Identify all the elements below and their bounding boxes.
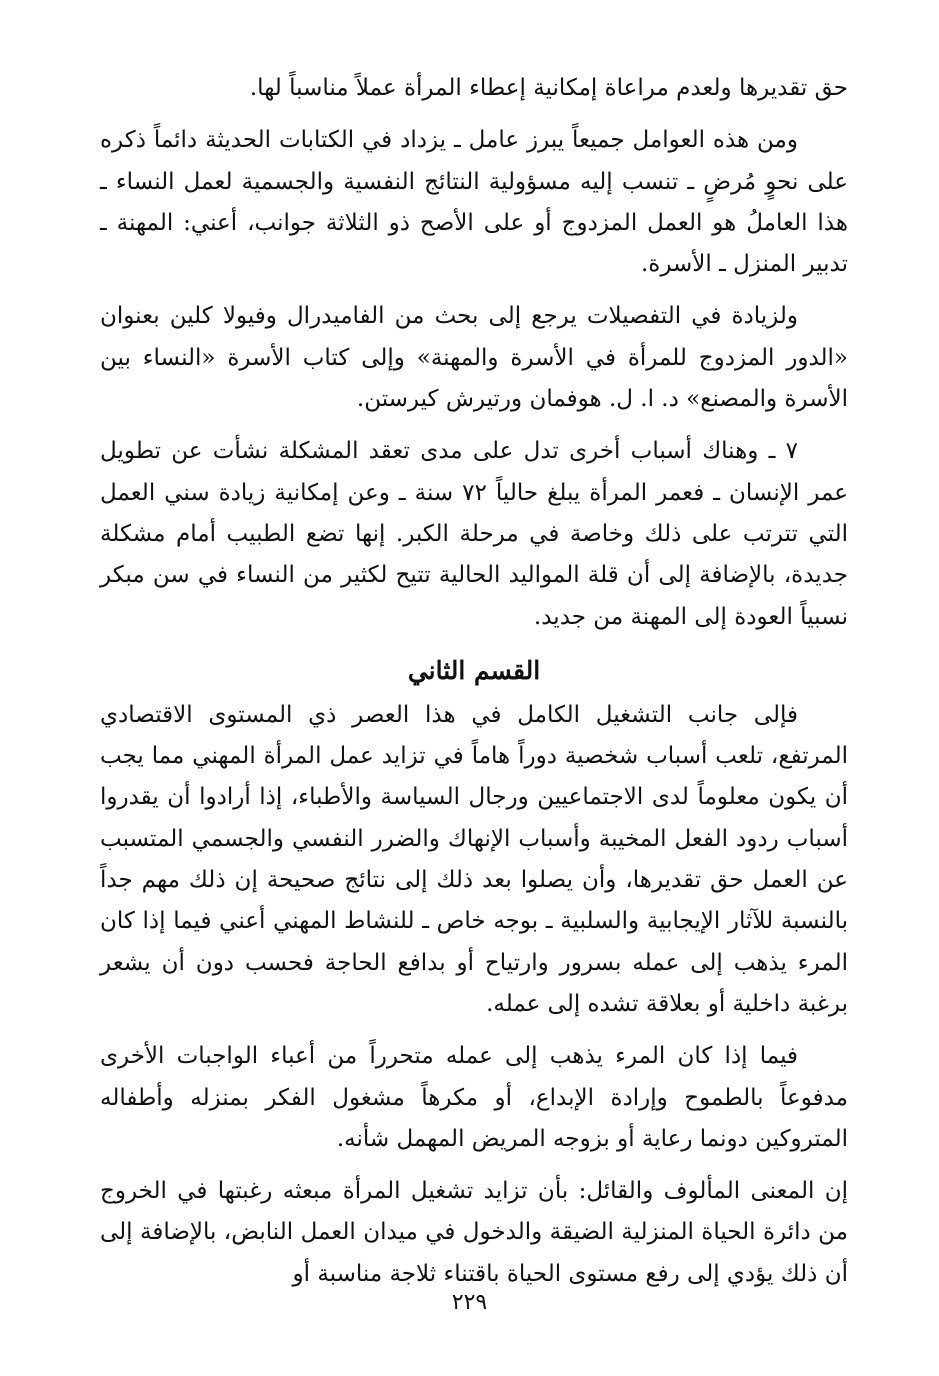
paragraph-3: ولزيادة في التفصيلات يرجع إلى بحث من الفاميدرال وفيولا كلين بعنوان «الدور المزدوج للمرأة في الأسرة والمهنة» وإلى كتاب الأسرة «النساء بين الأسرة والمصنع» د. ا. ل. هوفمان ورتيرش كيرستن. <box>100 303 848 413</box>
paragraph-1: حق تقديرها ولعدم مراعاة إمكانية إعطاء المرأة عملاً مناسباً لها. <box>249 75 848 101</box>
section-paragraph-2: فيما إذا كان المرء يذهب إلى عمله متحرراً من أعباء الواجبات الأخرى مدفوعاً بالطموح وإرادة الإبداع، أو مكرهاً مشغول الفكر بمنزله وأطفاله المتروكين دونما رعاية أو بزوجه المريض المهمل شأنه. <box>100 1043 848 1152</box>
section-heading: القسم الثاني <box>407 655 541 685</box>
page-body <box>100 68 848 1306</box>
paragraph-2: ومن هذه العوامل جميعاً يبرز عامل ـ يزداد في الكتابات الحديثة دائماً ذكره على نحوٍ مُرضٍ ـ تنسب إليه مسؤولية النتائج النفسية والجسمية لعمل النساء ـ هذا العاملُ هو العمل المزدوج أو على الأصح ذو الثلاثة جوانب، أعني: المهنة ـ تدبير المنزل ـ الأسرة. <box>100 127 848 278</box>
section-paragraph-3: إن المعنى المألوف والقائل: بأن تزايد تشغيل المرأة مبعثه رغبتها في الخروج من دائرة الحياة المنزلية الضيقة والدخول في ميدان العمل النابض، بالإضافة إلى أن ذلك يؤدي إلى رفع مستوى الحياة باقتناء ثلاجة مناسبة أو <box>100 1178 848 1287</box>
paragraph-4: ٧ ـ وهناك أسباب أخرى تدل على مدى تعقد المشكلة نشأت عن تطويل عمر الإنسان ـ فعمر المرأة يبلغ حالياً ٧٢ سنة ـ وعن إمكانية زيادة سني العمل التي تترتب على ذلك وخاصة في مرحلة الكبر. إنها تضع الطبيب أمام مشكلة جديدة، بالإضافة إلى أن قلة المواليد الحالية تتيح لكثير من النساء في سن مبكر نسبياً العودة إلى المهنة من جديد. <box>100 438 848 630</box>
page-number: ٢٢٩ <box>451 1290 488 1315</box>
section-paragraph-1: فإلى جانب التشغيل الكامل في هذا العصر ذي المستوى الاقتصادي المرتفع، تلعب أسباب شخصية دوراً هاماً في تزايد عمل المرأة المهني مما يجب أن يكون معلوماً لدى الاجتماعيين ورجال السياسة والأطباء، إذا أرادوا أن يقدروا أسباب ردود الفعل المخيبة وأسباب الإنهاك والضرر النفسي والجسمي المتسبب عن العمل حق تقديرها، وأن يصلوا بعد ذلك إلى نتائج صحيحة إن ذلك مهم جداً بالنسبة للآثار الإيجابية والسلبية ـ بوجه خاص ـ للنشاط المهني أعني فيما إذا كان المرء يذهب إلى عمله بسرور وارتياح أو بدافع الحاجة فحسب دون أن يشعر برغبة داخلية أو بعلاقة تشده إلى عمله. <box>100 701 848 1017</box>
